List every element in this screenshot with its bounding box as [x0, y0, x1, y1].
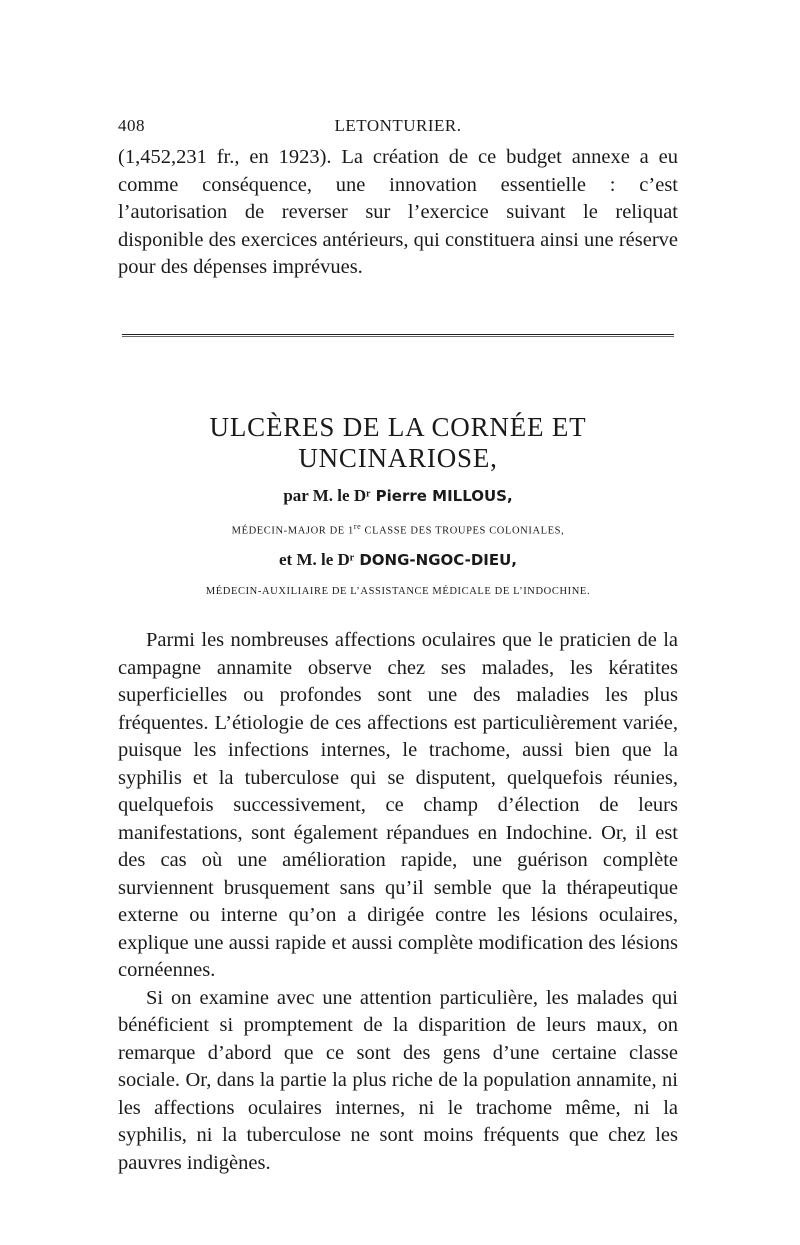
page-number: 408 [118, 116, 145, 135]
author-byline-1 [118, 486, 678, 506]
article-title: ULCÈRES DE LA CORNÉE ET UNCINARIOSE, [209, 411, 587, 473]
body-paragraph-2: Si on examine avec une attention particulière, les malades qui bénéficient si promptement de la disparition de leurs maux, on remarque d’abord que ce sont des gens d’une certaine classe sociale. Or, dans la partie la plus riche de la population annamite, ni les affections oculaires internes, ni le trachome même, ni la syphilis, ni la tuberculose ne sont moins fréquents que chez les pauvres indigènes. [118, 986, 678, 1174]
author-1-affiliation [118, 522, 678, 537]
author-2-affiliation: MÉDECIN-AUXILIAIRE DE L’ASSISTANCE MÉDICALE DE L’INDOCHINE. [205, 586, 591, 597]
author-1-affiliation-post: CLASSE DES TROUPES COLONIALES, [361, 525, 565, 536]
author-2-prefix: et M. le Dʳ [278, 550, 355, 569]
body-paragraph-1: Parmi les nombreuses affections oculaires que le praticien de la campagne annamite observe chez ses malades, les kératites superficielles ou profondes sont une des maladies les plus fréquentes. L’étiologie de ces affections est particulièrement variée, puisque les infections internes, le trachome, aussi bien que la syphilis et la tuberculose qui se disputent, quelquefois réunies, quelquefois successivement, ce champ d’élection de leurs manifestations, sont également répandues en Indochine. Or, il est des cas où une amélioration rapide, une guérison complète surviennent brusquement sans qu’il semble que la thérapeutique externe ou interne qu’on a dirigée contre les lésions oculaires, explique une aussi rapide et aussi complète modification des lésions cornéennes. [118, 629, 678, 981]
document-page [118, 110, 678, 1177]
article-body [118, 627, 678, 1177]
running-head [118, 110, 678, 144]
author-1-prefix: par M. le Dʳ [283, 485, 371, 505]
author-2-name: DONG-NGOC-DIEU, [359, 551, 517, 569]
author-1-affiliation-sup: re [353, 521, 362, 531]
author-1-name: Pierre MILLOUS, [375, 486, 513, 505]
section-divider [122, 334, 674, 337]
continuation-paragraph: (1,452,231 fr., en 1923). La création de ce budget annexe a eu comme conséquence, une innovation essentielle : c’est l’autorisation de reverser sur l’exercice suivant le reliquat disponible des exercices antérieurs, qui constituera ainsi une réserve pour des dépenses imprévues. [118, 146, 678, 278]
running-title: LETONTURIER. [334, 116, 462, 135]
author-1-affiliation-pre: MÉDECIN-MAJOR DE 1 [231, 525, 354, 536]
author-byline-2 [118, 550, 678, 570]
